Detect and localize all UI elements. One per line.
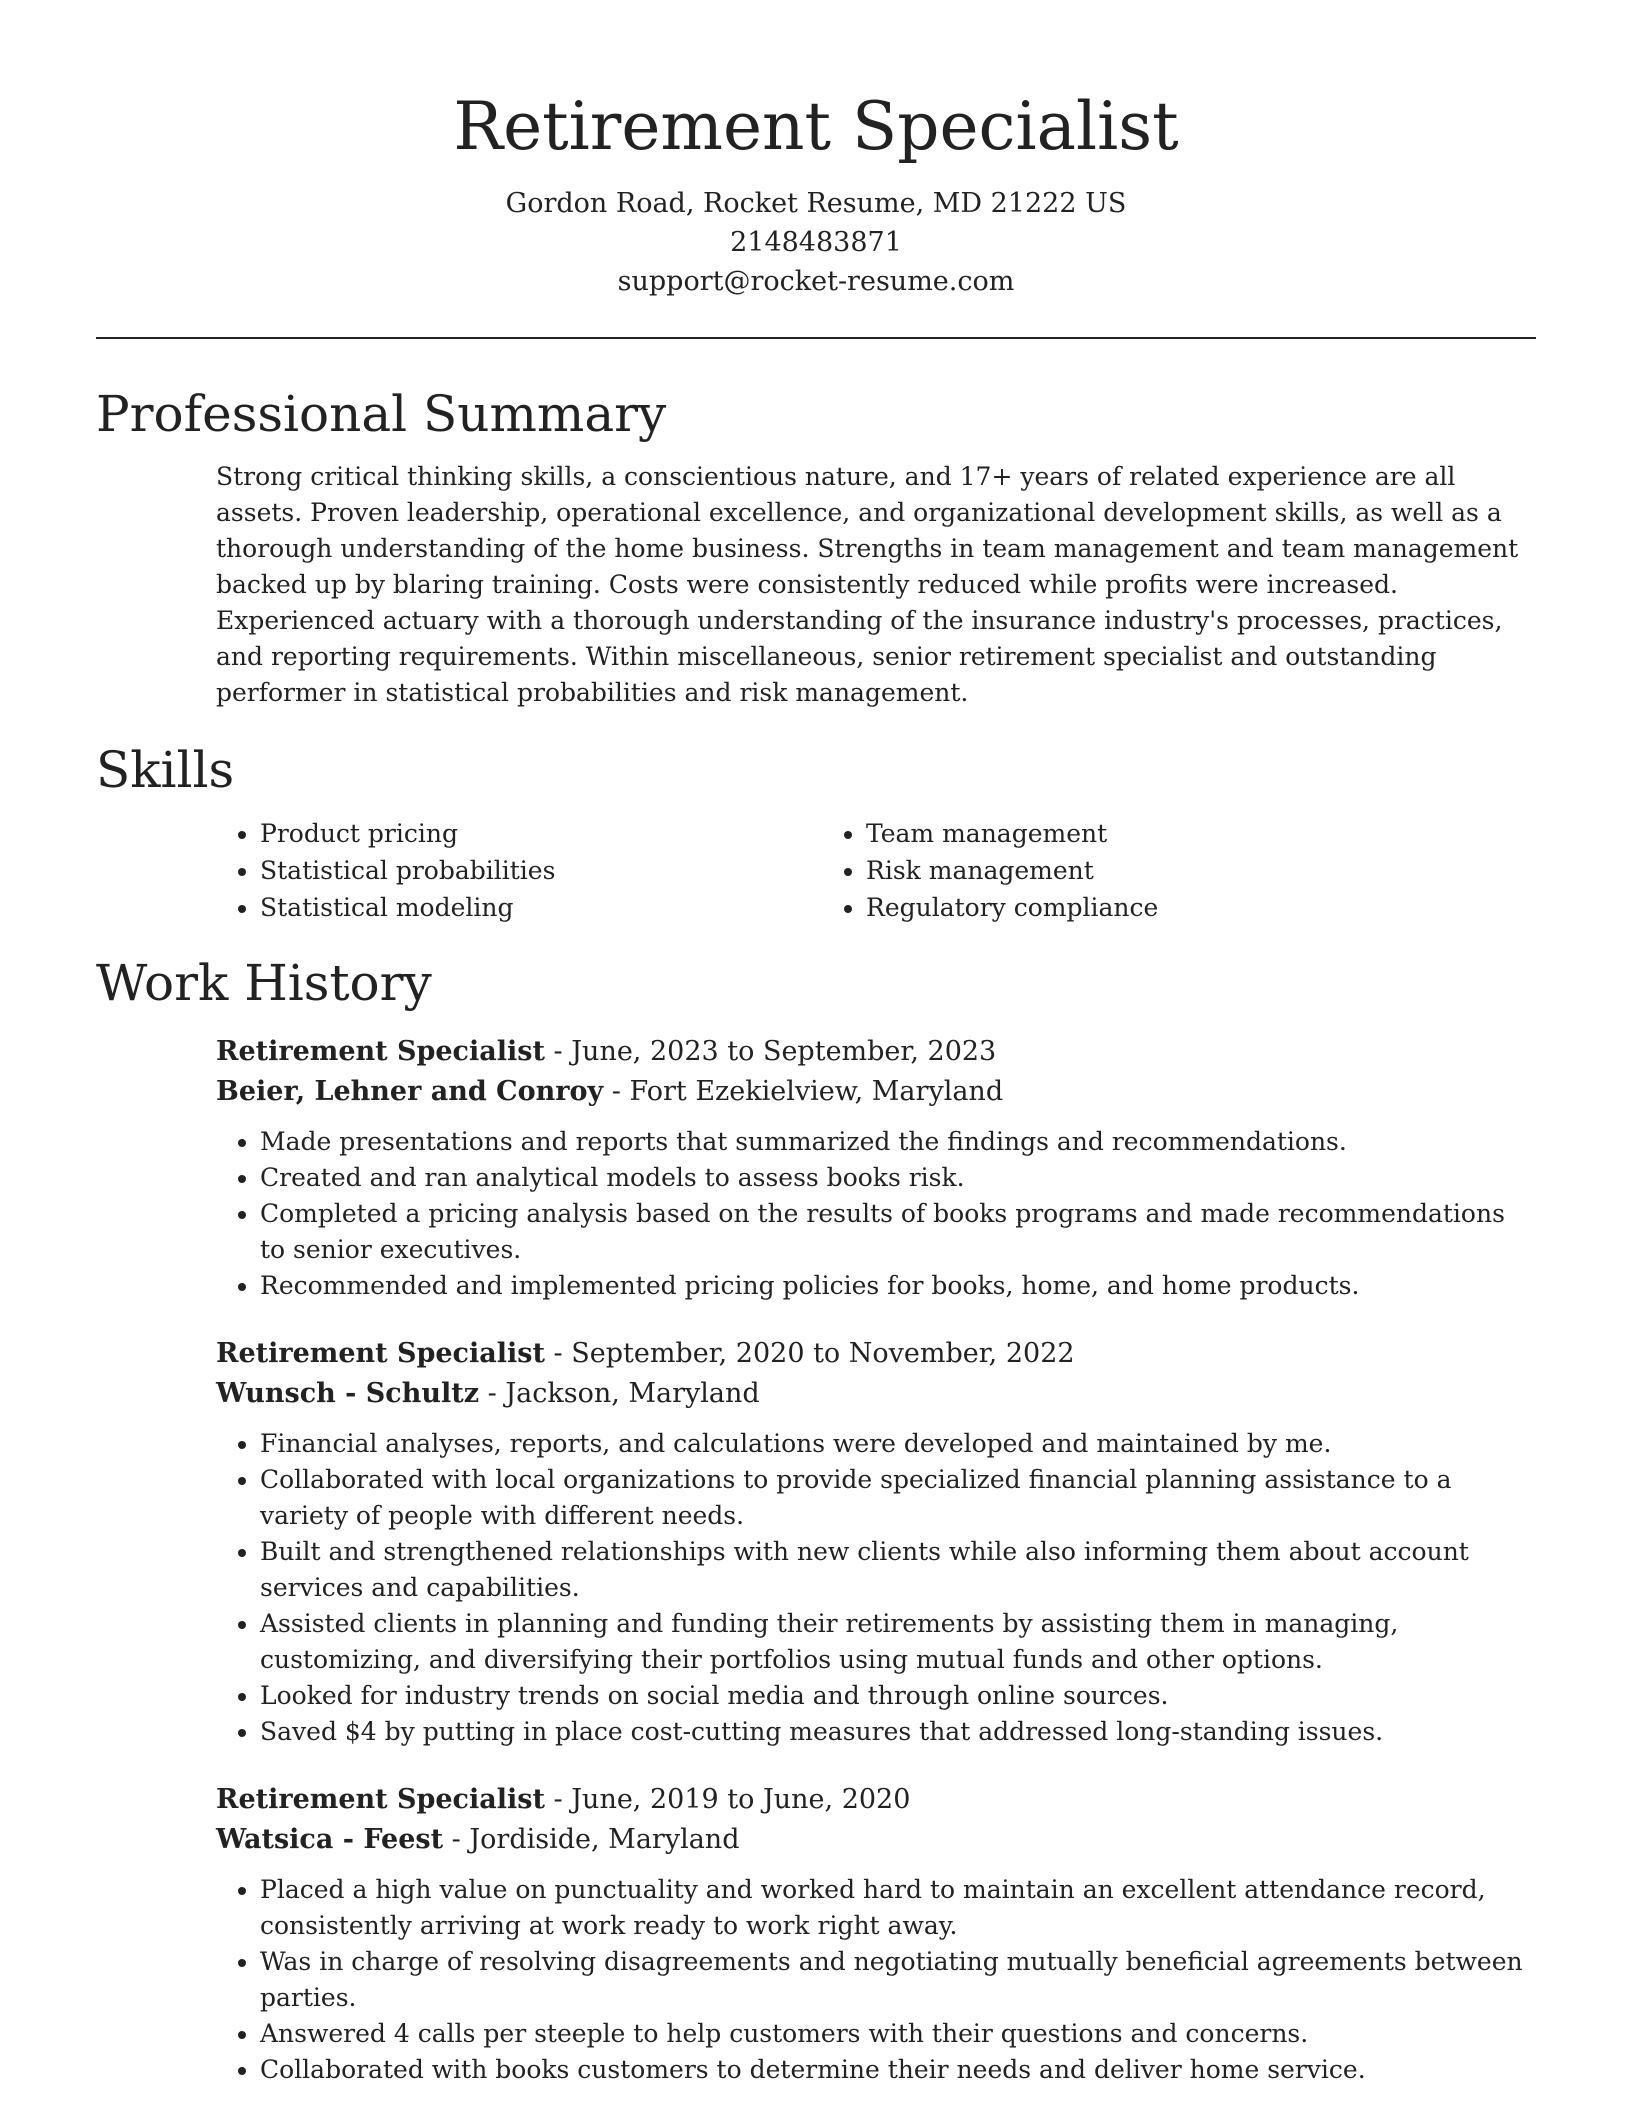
job-entry [216,1334,1536,1750]
job-company: Watsica - Feest [216,1824,444,1855]
job-company-line [216,1072,1536,1112]
job-title: Retirement Specialist [216,1784,545,1815]
skill-item: • Statistical probabilities [260,852,822,889]
summary-section [96,379,1536,711]
job-company-line [216,1820,1536,1860]
job-bullet: • Completed a pricing analysis based on the results of books programs and made recommendations to senior executives. [260,1196,1536,1268]
job-dates: - June, 2019 to June, 2020 [544,1784,911,1815]
skills-column-right [822,815,1428,926]
job-bullet: • Financial analyses, reports, and calculations were developed and maintained by me. [260,1426,1536,1462]
job-bullet: • Saved $4 by putting in place cost-cutting measures that addressed long-standing issues. [260,1714,1536,1750]
skill-item: • Risk management [866,852,1428,889]
contact-address: Gordon Road, Rocket Resume, MD 21222 US [505,188,1127,219]
job-location: - Jackson, Maryland [479,1378,760,1409]
job-bullet: • Created and ran analytical models to assess books risk. [260,1160,1536,1196]
work-history-heading: Work History [96,954,432,1012]
job-location: - Jordiside, Maryland [443,1824,740,1855]
job-bullet: • Collaborated with local organizations to provide specialized financial planning assistance to a variety of people with different needs. [260,1462,1536,1534]
job-location: - Fort Ezekielview, Maryland [603,1076,1004,1107]
job-bullets [216,1124,1536,1304]
job-title-line [216,1334,1536,1374]
job-title-line [216,1780,1536,1820]
job-bullet: • Looked for industry trends on social media and through online sources. [260,1678,1536,1714]
job-company: Beier, Lehner and Conroy [216,1076,604,1107]
job-bullet: • Placed a high value on punctuality and worked hard to maintain an excellent attendance record, consistently arriving at work ready to work right away. [260,1872,1536,1944]
skills-column-left [216,815,822,926]
job-bullets [216,1872,1536,2088]
skills-section [96,735,1536,926]
skills-grid [216,815,1536,926]
skill-item: • Product pricing [260,815,822,852]
resume-page [96,0,1536,2088]
contact-block [96,184,1536,301]
candidate-name: Retirement Specialist [453,88,1179,165]
job-bullet: • Recommended and implemented pricing policies for books, home, and home products. [260,1268,1536,1304]
job-bullet: • Answered 4 calls per steeple to help customers with their questions and concerns. [260,2016,1536,2052]
job-bullet: • Made presentations and reports that summarized the findings and recommendations. [260,1124,1536,1160]
job-bullets [216,1426,1536,1750]
job-dates: - September, 2020 to November, 2022 [544,1338,1075,1369]
job-title: Retirement Specialist [216,1036,545,1067]
work-history-section [96,948,1536,2088]
skill-item: • Regulatory compliance [866,889,1428,926]
skills-heading: Skills [96,741,235,799]
job-bullet: • Assisted clients in planning and funding their retirements by assisting them in managing, customizing, and diversifying their portfolios using mutual funds and other options. [260,1606,1536,1678]
contact-phone: 2148483871 [730,227,902,258]
summary-text: Strong critical thinking skills, a conscientious nature, and 17+ years of related experience are all assets. Proven leadership, operational excellence, and organizational development skills, as well as a thorough understanding of the home business. Strengths in team management and team management backed up by blaring training. Costs were consistently reduced while profits were increased. Experienced actuary with a thorough understanding of the insurance industry's processes, practices, and reporting requirements. Within miscellaneous, senior retirement specialist and outstanding performer in statistical probabilities and risk management. [216,462,1519,707]
job-company-line [216,1374,1536,1414]
job-entry [216,1032,1536,1304]
job-bullet: • Was in charge of resolving disagreements and negotiating mutually beneficial agreements between parties. [260,1944,1536,2016]
job-title: Retirement Specialist [216,1338,545,1369]
contact-email: support@rocket-resume.com [617,266,1015,297]
job-dates: - June, 2023 to September, 2023 [544,1036,997,1067]
job-title-line [216,1032,1536,1072]
summary-heading: Professional Summary [96,385,667,443]
job-bullet: • Built and strengthened relationships with new clients while also informing them about account services and capabilities. [260,1534,1536,1606]
job-company: Wunsch - Schultz [216,1378,480,1409]
job-entry [216,1780,1536,2088]
skill-item: • Team management [866,815,1428,852]
job-bullet: • Collaborated with books customers to determine their needs and deliver home service. [260,2052,1536,2088]
skill-item: • Statistical modeling [260,889,822,926]
header-divider [96,337,1536,339]
